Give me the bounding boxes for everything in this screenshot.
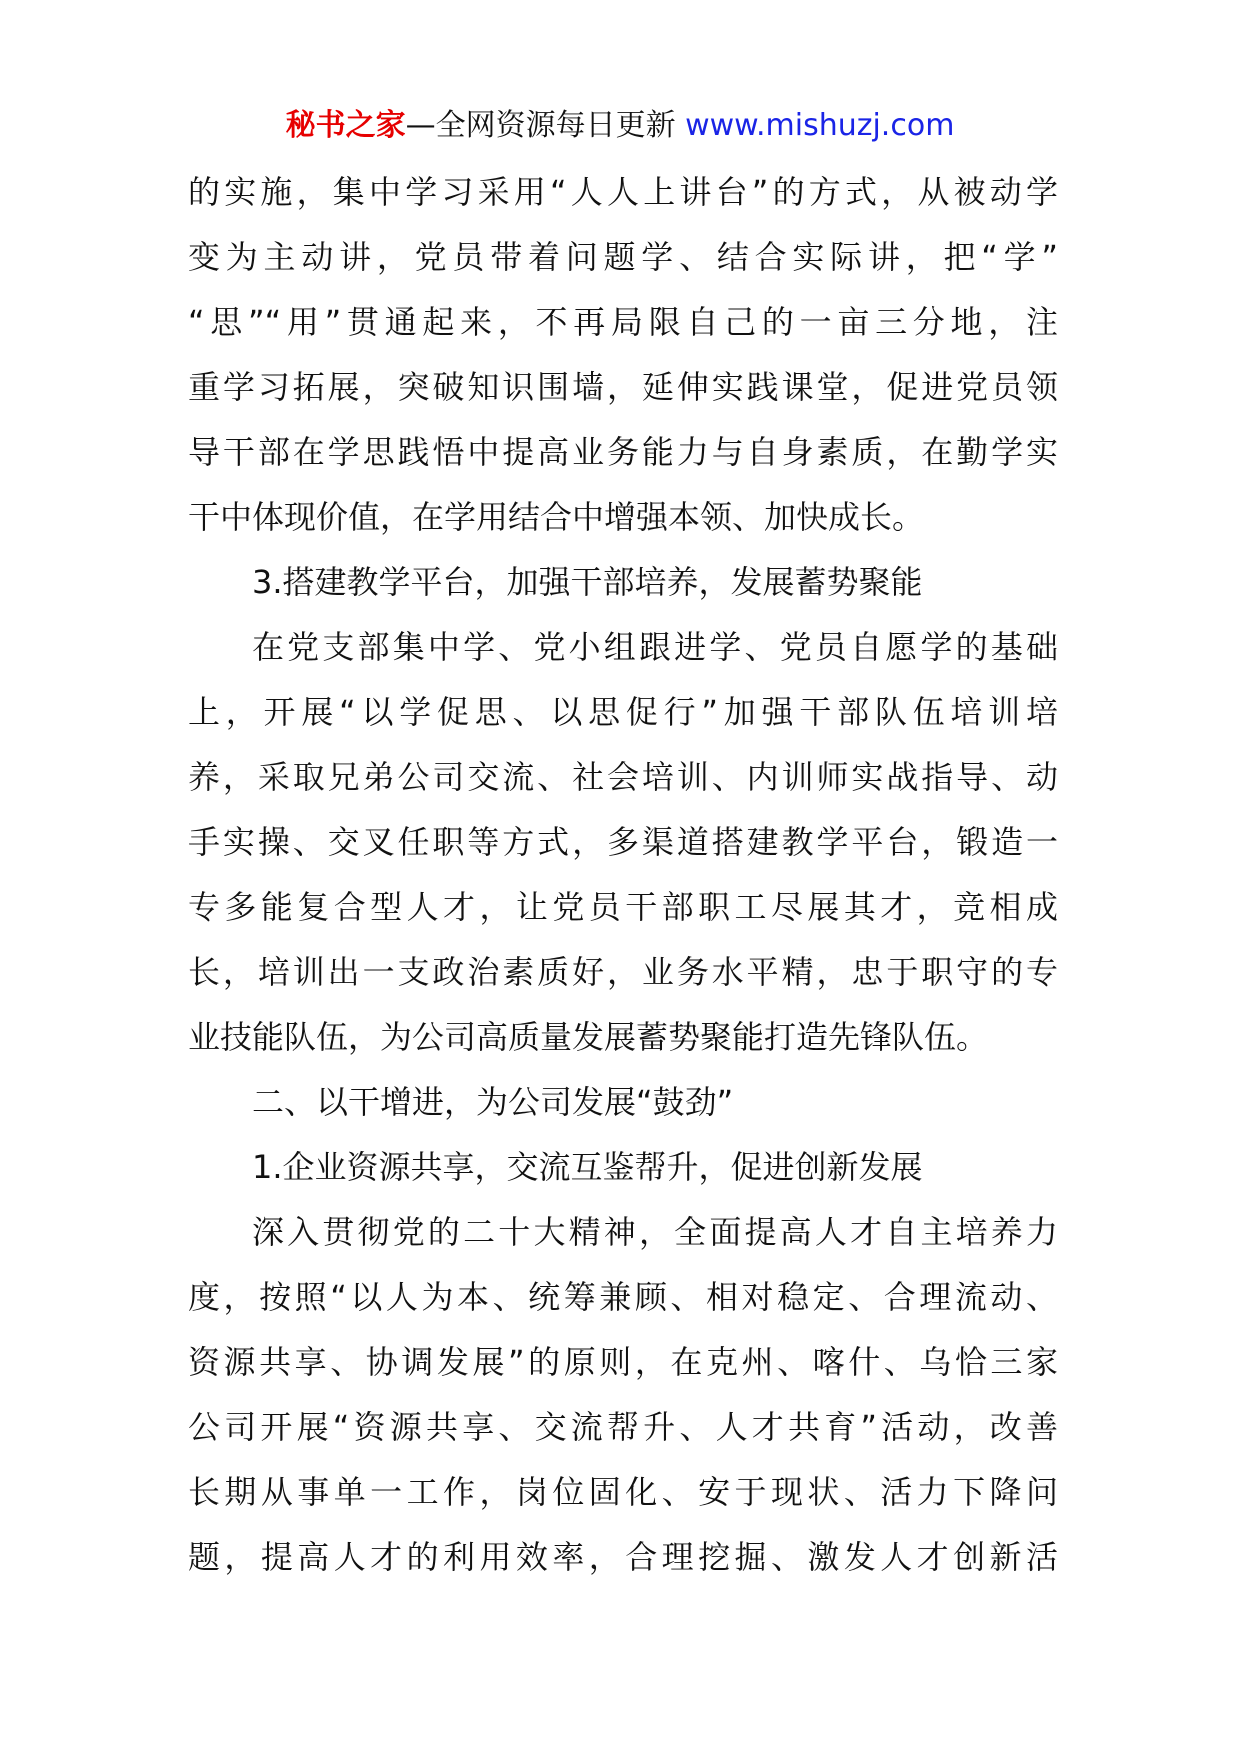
text-line: 变为主动讲，党员带着问题学、结合实际讲，把“学”	[188, 238, 1058, 276]
document-body	[188, 160, 1058, 1590]
site-banner	[0, 104, 1240, 148]
text-line: 业技能队伍，为公司高质量发展蓄势聚能打造先锋队伍。	[188, 1018, 989, 1056]
section-heading: 1.企业资源共享，交流互鉴帮升，促进创新发展	[252, 1148, 923, 1186]
text-line: 题，提高人才的利用效率，合理挖掘、激发人才创新活	[188, 1538, 1058, 1576]
text-line: 干中体现价值，在学用结合中增强本领、加快成长。	[188, 498, 925, 536]
text-line: 度，按照“以人为本、统筹兼顾、相对稳定、合理流动、	[188, 1278, 1058, 1316]
text-line: 养，采取兄弟公司交流、社会培训、内训师实战指导、动	[188, 758, 1058, 796]
text-line: 的实施，集中学习采用“人人上讲台”的方式，从被动学	[188, 173, 1058, 211]
text-line: 公司开展“资源共享、交流帮升、人才共育”活动，改善	[188, 1408, 1058, 1446]
text-line: 导干部在学思践悟中提高业务能力与自身素质，在勤学实	[188, 433, 1058, 471]
text-line: 在党支部集中学、党小组跟进学、党员自愿学的基础	[252, 628, 1058, 666]
text-line: 长期从事单一工作，岗位固化、安于现状、活力下降问	[188, 1473, 1058, 1511]
text-line: 长，培训出一支政治素质好，业务水平精，忠于职守的专	[188, 953, 1058, 991]
text-line: 深入贯彻党的二十大精神，全面提高人才自主培养力	[252, 1213, 1058, 1251]
text-line: “思”“用”贯通起来，不再局限自己的一亩三分地，注	[188, 303, 1058, 341]
text-line: 上，开展“以学促思、以思促行”加强干部队伍培训培	[188, 693, 1058, 731]
text-line: 重学习拓展，突破知识围墙，延伸实践课堂，促进党员领	[188, 368, 1058, 406]
chapter-heading: 二、以干增进，为公司发展“鼓劲”	[252, 1083, 734, 1121]
banner-slogan: —全网资源每日更新	[405, 108, 676, 143]
brand-name: 秘书之家	[285, 108, 406, 143]
text-line: 手实操、交叉任职等方式，多渠道搭建教学平台，锻造一	[188, 823, 1058, 861]
section-heading: 3.搭建教学平台，加强干部培养，发展蓄势聚能	[252, 563, 923, 601]
website-link[interactable]: www.mishuzj.com	[675, 108, 955, 143]
text-line: 资源共享、协调发展”的原则，在克州、喀什、乌恰三家	[188, 1343, 1058, 1381]
text-line: 专多能复合型人才，让党员干部职工尽展其才，竞相成	[188, 888, 1058, 926]
